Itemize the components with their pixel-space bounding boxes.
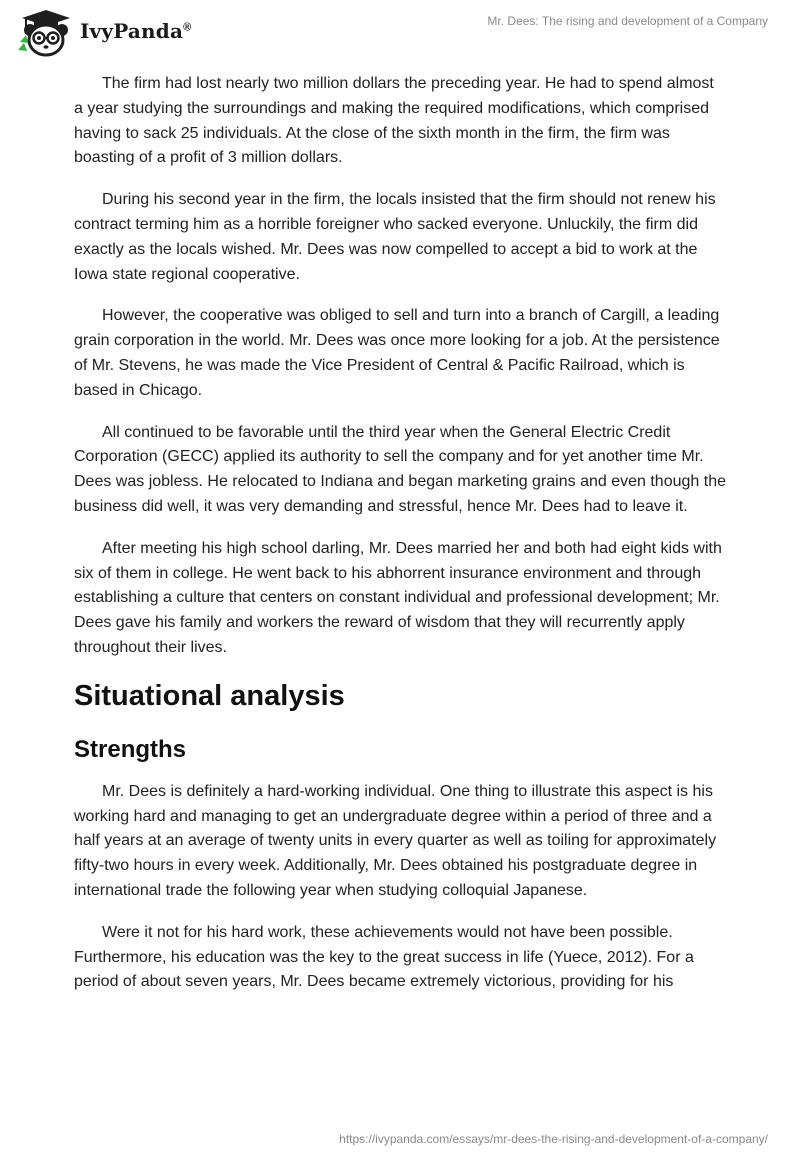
subsection-heading-strengths: Strengths <box>74 735 187 763</box>
document-title: Mr. Dees: The rising and development of a Company <box>487 14 768 28</box>
article-body <box>74 72 726 1012</box>
panda-graduate-logo-icon[interactable] <box>14 8 74 62</box>
brand-text: IvyPanda <box>80 19 184 43</box>
paragraph: During his second year in the firm, the locals insisted that the firm should not renew his contract terming him as a horrible foreigner who sacked everyone. Unluckily, the firm did exactly as the locals wished. Mr. Dees was now compelled to accept a bid to work at the Iowa state regional cooperative. <box>74 191 716 283</box>
paragraph: However, the cooperative was obliged to sell and turn into a branch of Cargill, a leading grain corporation in the world. Mr. Dees was once more looking for a job. At the persistence of Mr. Stevens, he was made the Vice President of Central & Pacific Railroad, which is based in Chicago. <box>74 307 720 399</box>
paragraph: After meeting his high school darling, Mr. Dees married her and both had eight kids with six of them in college. He went back to his abhorrent insurance environment and through establishing a culture that centers on constant individual and professional development; Mr. Dees gave his family and workers the reward of wisdom that they will recurrently apply throughout their lives. <box>74 539 722 656</box>
section-heading-situational-analysis: Situational analysis <box>74 679 345 712</box>
paragraph: Mr. Dees is definitely a hard-working individual. One thing to illustrate this aspect is his working hard and managing to get an undergraduate degree within a period of three and a half years at an average of twenty units in every quarter as well as toiling for approximately fifty-two hours in every week. Additionally, Mr. Dees obtained his postgraduate degree in international trade the following year when studying colloquial Japanese. <box>74 782 717 899</box>
paragraph: The firm had lost nearly two million dollars the preceding year. He had to spend almost a year studying the surroundings and making the required modifications, which comprised having to sack 25 individuals. At the close of the sixth month in the firm, the firm was boasting of a profit of 3 million dollars. <box>74 75 714 167</box>
registered-mark: ® <box>183 21 192 34</box>
source-url[interactable]: https://ivypanda.com/essays/mr-dees-the-rising-and-development-of-a-company/ <box>339 1132 768 1146</box>
paragraph: All continued to be favorable until the third year when the General Electric Credit Corporation (GECC) applied its authority to sell the company and for yet another time Mr. Dees was jobless. He relocated to Indiana and began marketing grains and even though the business did well, it was very demanding and stressful, hence Mr. Dees had to leave it. <box>74 423 726 515</box>
page-header <box>0 0 800 70</box>
brand-name[interactable] <box>80 19 191 43</box>
paragraph: Were it not for his hard work, these achievements would not have been possible. Furthermore, his education was the key to the great success in life (Yuece, 2012). For a period of about seven years, Mr. Dees became extremely victorious, providing for his <box>74 923 694 991</box>
